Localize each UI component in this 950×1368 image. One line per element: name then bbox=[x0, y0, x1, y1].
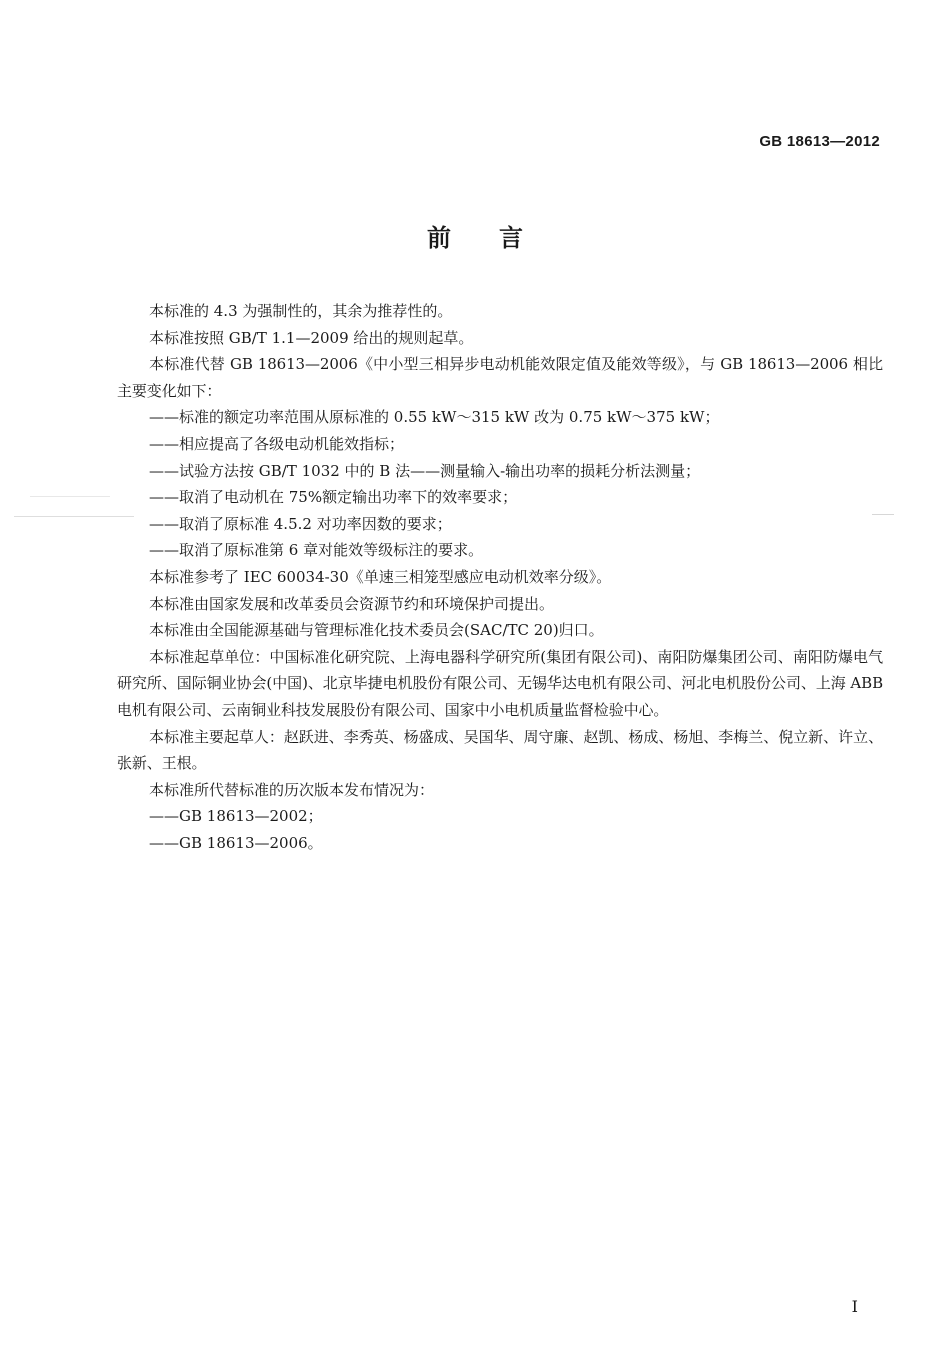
page-number: I bbox=[851, 1297, 858, 1316]
paragraph-replacement: 本标准代替 GB 18613—2006《中小型三相异步电动机能效限定值及能效等级》，与 GB 18613—2006 相比主要变化如下： bbox=[117, 355, 883, 400]
paragraph-reference: 本标准参考了 IEC 60034-30《单速三相笼型感应电动机效率分级》。 bbox=[149, 567, 612, 586]
paragraph-proposer: 本标准由国家发展和改革委员会资源节约和环境保护司提出。 bbox=[149, 594, 555, 613]
paragraph-drafting-rules: 本标准按照 GB/T 1.1—2009 给出的规则起草。 bbox=[149, 328, 474, 347]
change-item: ——标准的额定功率范围从原标准的 0.55 kW～315 kW 改为 0.75 kW～375 kW； bbox=[149, 408, 720, 427]
standard-code: GB 18613—2012 bbox=[759, 133, 880, 150]
paragraph-drafters: 本标准主要起草人：赵跃进、李秀英、杨盛成、吴国华、周守廉、赵凯、杨成、杨旭、李梅兰、倪立新、许立、张新、王根。 bbox=[117, 727, 883, 773]
history-item: ——GB 18613—2002； bbox=[149, 807, 323, 826]
change-item: ——取消了原标准第 6 章对能效等级标注的要求。 bbox=[149, 541, 484, 560]
change-item: ——相应提高了各级电动机能效指标； bbox=[149, 434, 405, 453]
page-title: 前言 bbox=[427, 224, 571, 252]
scan-speck bbox=[30, 496, 110, 497]
change-item: ——取消了电动机在 75%额定输出功率下的效率要求； bbox=[149, 488, 518, 507]
scan-speck bbox=[14, 516, 134, 517]
foreword-body bbox=[117, 298, 883, 856]
change-item: ——试验方法按 GB/T 1032 中的 B 法——测量输入-输出功率的损耗分析法测量； bbox=[149, 461, 701, 480]
scan-speck bbox=[872, 514, 894, 515]
history-item: ——GB 18613—2006。 bbox=[149, 833, 323, 852]
paragraph-drafting-units: 本标准起草单位：中国标准化研究院、上海电器科学研究所(集团有限公司)、南阳防爆集团公司、南阳防爆电气研究所、国际铜业协会(中国)、北京毕捷电机股份有限公司、无锡华达电机有限公司、河北电机股份公司、上海 ABB 电机有限公司、云南铜业科技发展股份有限公司、国家中小电机质量监督检验中心。 bbox=[117, 647, 883, 719]
change-item: ——取消了原标准 4.5.2 对功率因数的要求； bbox=[149, 514, 452, 533]
paragraph-history: 本标准所代替标准的历次版本发布情况为： bbox=[149, 780, 435, 799]
paragraph-mandatory-clause: 本标准的 4.3 为强制性的，其余为推荐性的。 bbox=[149, 302, 453, 320]
paragraph-committee: 本标准由全国能源基础与管理标准化技术委员会(SAC/TC 20)归口。 bbox=[149, 621, 604, 640]
